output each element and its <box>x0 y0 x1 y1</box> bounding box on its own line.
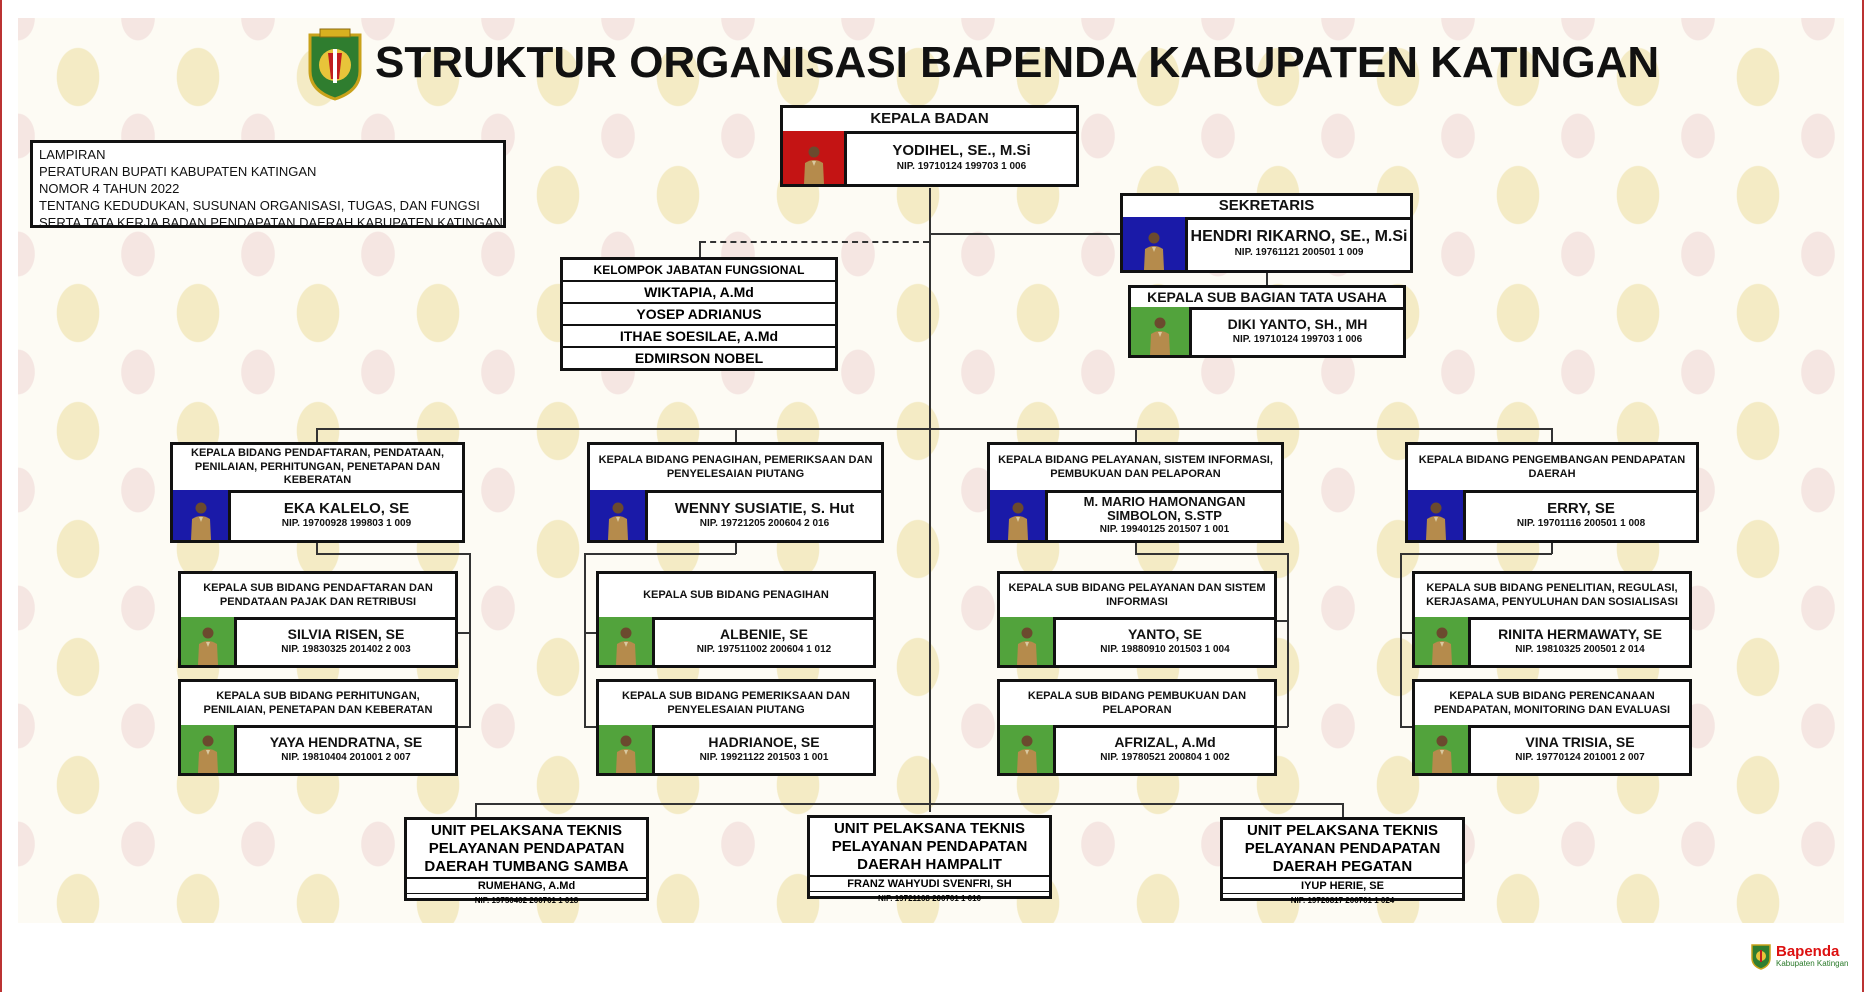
bracket-1-side <box>469 553 471 727</box>
card-role: KEPALA BADAN <box>783 108 1076 134</box>
person-name: YAYA HENDRATNA, SE <box>269 734 423 751</box>
link-sekretaris <box>929 233 1120 235</box>
link-fungsional-h <box>700 241 929 243</box>
person-photo <box>1131 307 1192 355</box>
bapenda-logo <box>1750 942 1849 970</box>
regulation-note <box>30 140 506 228</box>
subbidang-card <box>1412 679 1692 776</box>
person-info <box>1188 217 1410 270</box>
card-role: KEPALA BIDANG PENDAFTARAN, PENDATAAN, PENILAIAN, PERHITUNGAN, PENETAPAN DAN KEBERATAN <box>173 445 462 493</box>
upt-head-name: IYUP HERIE, SE <box>1223 878 1462 894</box>
person-info <box>237 725 455 773</box>
page-title: STRUKTUR ORGANISASI BAPENDA KABUPATEN KATINGAN <box>375 38 1660 87</box>
subbidang-card <box>178 679 458 776</box>
card-role: KEPALA SUB BAGIAN TATA USAHA <box>1131 288 1403 310</box>
drop-bidang-2 <box>735 428 737 443</box>
bidang-card <box>987 442 1284 543</box>
person-info <box>655 617 873 665</box>
person-photo <box>599 617 655 665</box>
person-icon <box>195 733 221 773</box>
upt-head-nip: NIP. 19721108 200701 1 010 <box>877 893 982 903</box>
person-icon <box>1423 500 1449 540</box>
person-info <box>237 617 455 665</box>
note-line: LAMPIRAN <box>39 147 106 162</box>
person-name: WENNY SUSIATIE, S. Hut <box>674 499 855 517</box>
subbidang-card <box>178 571 458 668</box>
person-icon <box>801 144 827 184</box>
kasubag-tata-usaha-card <box>1128 285 1406 358</box>
person-photo <box>1415 725 1471 773</box>
note-line: TENTANG KEDUDUKAN, SUSUNAN ORGANISASI, TUGAS, DAN FUNGSI <box>39 198 480 213</box>
person-nip: NIP. 19810325 200501 2 014 <box>1515 643 1645 655</box>
person-icon <box>1429 733 1455 773</box>
person-name: VINA TRISIA, SE <box>1525 734 1635 751</box>
bracket-4-top <box>1400 553 1552 555</box>
person-icon <box>1014 733 1040 773</box>
person-name: M. MARIO HAMONANGAN SIMBOLON, S.STP <box>1083 493 1246 523</box>
person-photo <box>173 490 231 540</box>
bracket-1-a <box>457 632 471 634</box>
person-photo <box>1408 490 1466 540</box>
card-role: KEPALA BIDANG PENGEMBANGAN PENDAPATAN DAERAH <box>1408 445 1696 493</box>
upt-head-name: FRANZ WAHYUDI SVENFRI, SH <box>810 876 1049 892</box>
person-icon <box>1005 500 1031 540</box>
upt-box <box>1220 817 1465 905</box>
fungsional-member: YOSEP ADRIANUS <box>563 302 835 324</box>
person-photo <box>1000 725 1056 773</box>
card-role: KEPALA SUB BIDANG PENAGIHAN <box>599 574 873 620</box>
upt-box <box>404 817 649 905</box>
card-role: KEPALA SUB BIDANG PEMBUKUAN DAN PELAPORAN <box>1000 682 1274 728</box>
person-icon <box>613 625 639 665</box>
upt-box <box>807 815 1052 903</box>
note-line: PERATURAN BUPATI KABUPATEN KATINGAN <box>39 164 317 179</box>
person-nip: NIP. 19830325 201402 2 003 <box>281 643 411 655</box>
person-nip: NIP. 19810404 201001 2 007 <box>281 751 411 763</box>
fungsional-header: KELOMPOK JABATAN FUNGSIONAL <box>593 263 805 277</box>
person-icon <box>1429 625 1455 665</box>
person-name: ERRY, SE <box>1547 499 1615 517</box>
drop-bidang-3 <box>1135 428 1137 443</box>
bidang-bus <box>317 428 1552 430</box>
card-role: KEPALA SUB BIDANG PEMERIKSAAN DAN PENYELESAIAN PIUTANG <box>599 682 873 728</box>
note-line: NOMOR 4 TAHUN 2022 <box>39 181 180 196</box>
person-nip: NIP. 19780521 200804 1 002 <box>1100 751 1230 763</box>
card-role: KEPALA SUB BIDANG PENDAFTARAN DAN PENDATAAN PAJAK DAN RETRIBUSI <box>181 574 455 620</box>
person-name: HADRIANOE, SE <box>708 734 820 751</box>
drop-bidang-1 <box>316 428 318 443</box>
upt-head-name: RUMEHANG, A.Md <box>407 878 646 894</box>
upt-title: UNIT PELAKSANA TEKNIS PELAYANAN PENDAPATAN DAERAH HAMPALIT <box>810 818 1049 877</box>
person-name: SILVIA RISEN, SE <box>287 626 405 643</box>
person-nip: NIP. 19710124 199703 1 006 <box>896 160 1027 172</box>
person-name: DIKI YANTO, SH., MH <box>1227 316 1368 333</box>
fungsional-member: EDMIRSON NOBEL <box>563 346 835 368</box>
fungsional-box <box>560 257 838 371</box>
person-info <box>655 725 873 773</box>
person-photo <box>1000 617 1056 665</box>
person-icon <box>613 733 639 773</box>
person-photo <box>599 725 655 773</box>
kepala-badan-card <box>780 105 1079 187</box>
person-name: YODIHEL, SE., M.Si <box>892 142 1031 160</box>
person-name: ALBENIE, SE <box>720 626 808 643</box>
bracket-3-top <box>1135 553 1288 555</box>
drop-bidang-4 <box>1551 428 1553 443</box>
note-line: SERTA TATA KERJA BADAN PENDAPATAN DAERAH KABUPATEN KATINGAN <box>39 215 503 230</box>
person-info <box>1048 490 1281 540</box>
bracket-1-b <box>457 726 471 728</box>
person-nip: NIP. 19940125 201507 1 001 <box>1099 524 1230 536</box>
person-icon <box>1147 315 1173 355</box>
person-info <box>1471 617 1689 665</box>
bracket-2-top <box>584 553 736 555</box>
link-fungsional-v <box>699 241 701 257</box>
bracket-2-side <box>584 553 586 727</box>
person-name: EKA KALELO, SE <box>283 499 410 517</box>
person-photo <box>783 131 847 184</box>
person-icon <box>1014 625 1040 665</box>
link-kasubag <box>1266 272 1268 286</box>
person-name: RINITA HERMAWATY, SE <box>1498 626 1662 643</box>
person-icon <box>195 625 221 665</box>
person-info <box>1466 490 1696 540</box>
person-nip: NIP. 19921122 201503 1 001 <box>699 751 829 763</box>
person-nip: NIP. 19721205 200604 2 016 <box>699 518 830 530</box>
fungsional-member: ITHAE SOESILAE, A.Md <box>563 324 835 346</box>
upt-title: UNIT PELAKSANA TEKNIS PELAYANAN PENDAPATAN DAERAH TUMBANG SAMBA <box>407 820 646 879</box>
drop-upt-3 <box>1342 803 1344 818</box>
card-role: KEPALA SUB BIDANG PERHITUNGAN, PENILAIAN, PENETAPAN DAN KEBERATAN <box>181 682 455 728</box>
upt-title: UNIT PELAKSANA TEKNIS PELAYANAN PENDAPATAN DAERAH PEGATAN <box>1223 820 1462 879</box>
person-name: AFRIZAL, A.Md <box>1114 734 1216 751</box>
sekretaris-card <box>1120 193 1413 273</box>
drop-upt-1 <box>475 803 477 818</box>
bidang-card <box>1405 442 1699 543</box>
person-info <box>1192 307 1403 355</box>
person-info <box>847 131 1076 184</box>
logo-wordmark: Bapenda <box>1776 942 1840 960</box>
person-photo <box>990 490 1048 540</box>
person-nip: NIP. 19880910 201503 1 004 <box>1100 643 1230 655</box>
person-nip: NIP. 19761121 200501 1 009 <box>1234 247 1364 259</box>
subbidang-card <box>1412 571 1692 668</box>
person-nip: NIP. 19770124 201001 2 007 <box>1515 751 1645 763</box>
person-info <box>231 490 462 540</box>
left-border <box>0 0 2 992</box>
bapenda-emblem-icon <box>1750 942 1772 970</box>
bracket-3-side <box>1287 553 1289 727</box>
person-nip: NIP. 19701116 200501 1 008 <box>1516 518 1646 530</box>
person-icon <box>605 500 631 540</box>
person-info <box>1471 725 1689 773</box>
subbidang-card <box>596 571 876 668</box>
card-role: KEPALA BIDANG PELAYANAN, SISTEM INFORMASI, PEMBUKUAN DAN PELAPORAN <box>990 445 1281 493</box>
person-info <box>648 490 881 540</box>
person-photo <box>181 725 237 773</box>
subbidang-card <box>596 679 876 776</box>
person-nip: NIP. 19700928 199803 1 009 <box>281 518 412 530</box>
card-role: KEPALA SUB BIDANG PELAYANAN DAN SISTEM INFORMASI <box>1000 574 1274 620</box>
katingan-emblem-icon <box>306 27 364 101</box>
main-spine <box>929 188 931 812</box>
person-nip: NIP. 197511002 200604 1 012 <box>696 643 832 655</box>
card-role: KEPALA BIDANG PENAGIHAN, PEMERIKSAAN DAN PENYELESAIAN PIUTANG <box>590 445 881 493</box>
card-role: SEKRETARIS <box>1123 196 1410 220</box>
person-nip: NIP. 19710124 199703 1 006 <box>1232 333 1363 345</box>
bidang-card <box>587 442 884 543</box>
person-info <box>1056 617 1274 665</box>
person-name: HENDRI RIKARNO, SE., M.Si <box>1190 227 1408 245</box>
bidang-card <box>170 442 465 543</box>
bracket-4-side <box>1400 553 1402 727</box>
subbidang-card <box>997 679 1277 776</box>
person-photo <box>1415 617 1471 665</box>
person-photo <box>1123 217 1188 270</box>
person-icon <box>1141 230 1167 270</box>
bracket-1-top <box>316 553 470 555</box>
card-role: KEPALA SUB BIDANG PENELITIAN, REGULASI, KERJASAMA, PENYULUHAN DAN SOSIALISASI <box>1415 574 1689 620</box>
person-photo <box>181 617 237 665</box>
person-icon <box>188 500 214 540</box>
person-name: YANTO, SE <box>1128 626 1202 643</box>
upt-bus <box>476 803 1343 805</box>
upt-head-nip: NIP. 19720817 200701 1 024 <box>1290 895 1395 905</box>
person-info <box>1056 725 1274 773</box>
logo-subtitle: Kabupaten Katingan <box>1776 958 1849 968</box>
fungsional-member: WIKTAPIA, A.Md <box>563 280 835 302</box>
card-role: KEPALA SUB BIDANG PERENCANAAN PENDAPATAN, MONITORING DAN EVALUASI <box>1415 682 1689 728</box>
person-photo <box>590 490 648 540</box>
subbidang-card <box>997 571 1277 668</box>
upt-head-nip: NIP. 19750402 200701 1 018 <box>474 895 579 905</box>
